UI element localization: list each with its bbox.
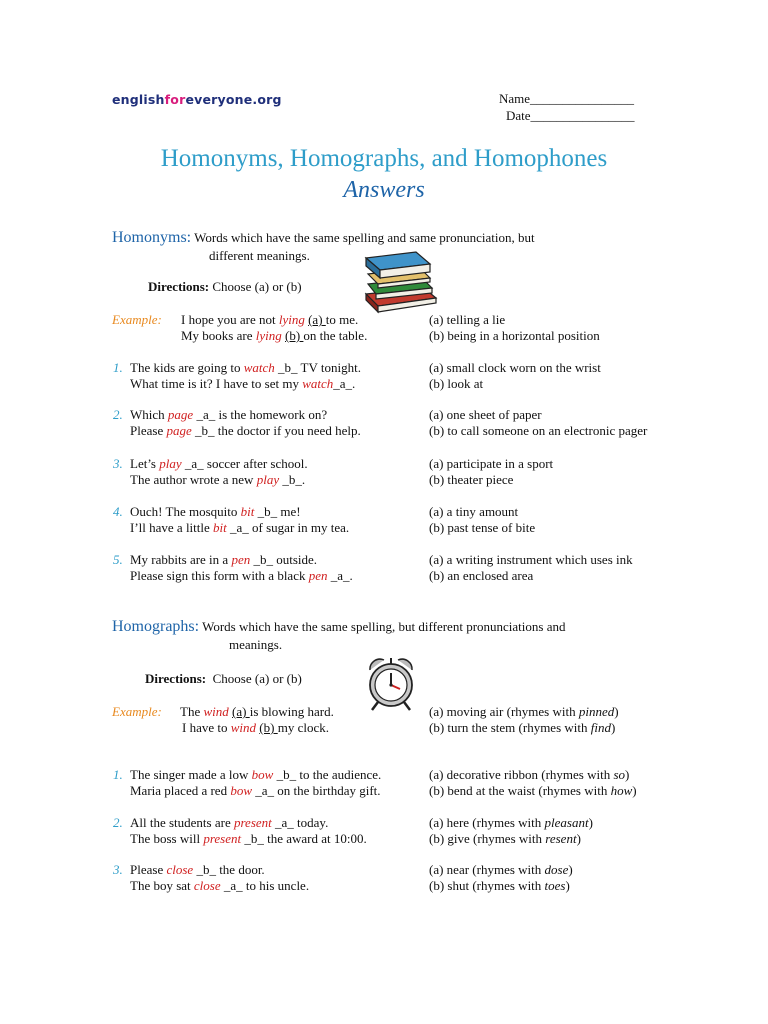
- homographs-example-sentence-1: The wind (a) is blowing hard.: [180, 704, 334, 719]
- homonyms-item-sentence-1: The kids are going to watch _b_ TV tonight.: [130, 360, 361, 375]
- homonyms-item-sentence-1: Ouch! The mosquito bit _b_ me!: [130, 504, 301, 519]
- homonyms-item-number: 1.: [113, 360, 123, 375]
- homographs-example-sentence-2: I have to wind (b) my clock.: [182, 720, 329, 735]
- homographs-item-option-a: (a) here (rhymes with pleasant): [429, 815, 593, 830]
- books-icon: [360, 248, 440, 314]
- homographs-item-number: 3.: [113, 862, 123, 877]
- homonyms-item-sentence-1: Which page _a_ is the homework on?: [130, 407, 328, 422]
- homonyms-example-sentence-1: I hope you are not lying (a) to me.: [181, 312, 359, 327]
- homonyms-item-sentence-2: Please page _b_ the doctor if you need help.: [130, 423, 361, 438]
- homographs-example-label: Example:: [112, 704, 162, 719]
- homonyms-item-sentence-1: My rabbits are in a pen _b_ outside.: [130, 552, 318, 567]
- homographs-example-option-a: (a) moving air (rhymes with pinned): [429, 704, 619, 719]
- homonyms-directions: Directions: Choose (a) or (b): [148, 279, 302, 294]
- homonyms-heading: Homonyms:: [112, 229, 192, 246]
- name-field: Name________________: [499, 91, 635, 106]
- homonyms-item-option-b: (b) to call someone on an electronic pager: [429, 423, 648, 438]
- homonyms-item-option-a: (a) participate in a sport: [429, 456, 554, 471]
- homographs-item-sentence-1: The singer made a low bow _b_ to the audience.: [130, 767, 382, 782]
- page-subtitle: Answers: [343, 177, 425, 203]
- homonyms-item-number: 5.: [113, 552, 123, 567]
- homonyms-example-label: Example:: [112, 312, 162, 327]
- homographs-item-sentence-1: Please close _b_ the door.: [130, 862, 265, 877]
- homonyms-example-option-b: (b) being in a horizontal position: [429, 328, 600, 343]
- homonyms-example-option-a: (a) telling a lie: [429, 312, 506, 327]
- homonyms-example-sentence-2: My books are lying (b) on the table.: [181, 328, 368, 343]
- homographs-heading: Homographs:: [112, 618, 200, 635]
- homonyms-item-option-b: (b) past tense of bite: [429, 520, 536, 535]
- homographs-item-sentence-1: All the students are present _a_ today.: [130, 815, 329, 830]
- homographs-definition: Homographs: Words which have the same spelling, but different pronunciations and: [112, 618, 566, 635]
- homographs-item-option-a: (a) near (rhymes with dose): [429, 862, 573, 877]
- date-field: Date________________: [506, 108, 635, 123]
- homonyms-item-number: 3.: [113, 456, 123, 471]
- homographs-item-sentence-2: The boss will present _b_ the award at 10:00.: [130, 831, 367, 846]
- page-title: Homonyms, Homographs, and Homophones: [160, 145, 608, 172]
- homographs-definition-line2: meanings.: [229, 637, 283, 652]
- homonyms-item-number: 2.: [113, 407, 123, 422]
- homographs-item-number: 2.: [113, 815, 123, 830]
- homographs-item-number: 1.: [113, 767, 123, 782]
- homographs-item-option-b: (b) shut (rhymes with toes): [429, 878, 570, 893]
- homonyms-item-sentence-2: What time is it? I have to set my watch_a_.: [130, 376, 356, 391]
- homonyms-item-sentence-2: I’ll have a little bit _a_ of sugar in my tea.: [130, 520, 350, 535]
- homonyms-item-option-b: (b) theater piece: [429, 472, 514, 487]
- alarm-clock-icon: [364, 656, 418, 712]
- homographs-item-sentence-2: The boy sat close _a_ to his uncle.: [130, 878, 310, 893]
- homographs-item-option-b: (b) give (rhymes with resent): [429, 831, 581, 846]
- homonyms-item-option-a: (a) a writing instrument which uses ink: [429, 552, 633, 567]
- homographs-directions: Directions: Choose (a) or (b): [145, 671, 302, 686]
- homonyms-definition: Homonyms: Words which have the same spelling and same pronunciation, but: [112, 229, 535, 246]
- homonyms-item-option-b: (b) an enclosed area: [429, 568, 534, 583]
- homonyms-item-sentence-2: The author wrote a new play _b_.: [130, 472, 306, 487]
- homonyms-definition-line2: different meanings.: [209, 248, 310, 263]
- homographs-item-option-a: (a) decorative ribbon (rhymes with so): [429, 767, 630, 782]
- homonyms-item-option-b: (b) look at: [429, 376, 484, 391]
- homonyms-item-option-a: (a) one sheet of paper: [429, 407, 542, 422]
- homonyms-item-sentence-2: Please sign this form with a black pen _a_.: [130, 568, 353, 583]
- homonyms-item-option-a: (a) a tiny amount: [429, 504, 519, 519]
- homonyms-item-sentence-1: Let’s play _a_ soccer after school.: [130, 456, 308, 471]
- homonyms-item-option-a: (a) small clock worn on the wrist: [429, 360, 601, 375]
- homographs-example-option-b: (b) turn the stem (rhymes with find): [429, 720, 616, 735]
- homographs-item-sentence-2: Maria placed a red bow _a_ on the birthday gift.: [130, 783, 381, 798]
- site-logo: englishforeveryone.org: [112, 92, 282, 107]
- homonyms-item-number: 4.: [113, 504, 123, 519]
- homographs-item-option-b: (b) bend at the waist (rhymes with how): [429, 783, 637, 798]
